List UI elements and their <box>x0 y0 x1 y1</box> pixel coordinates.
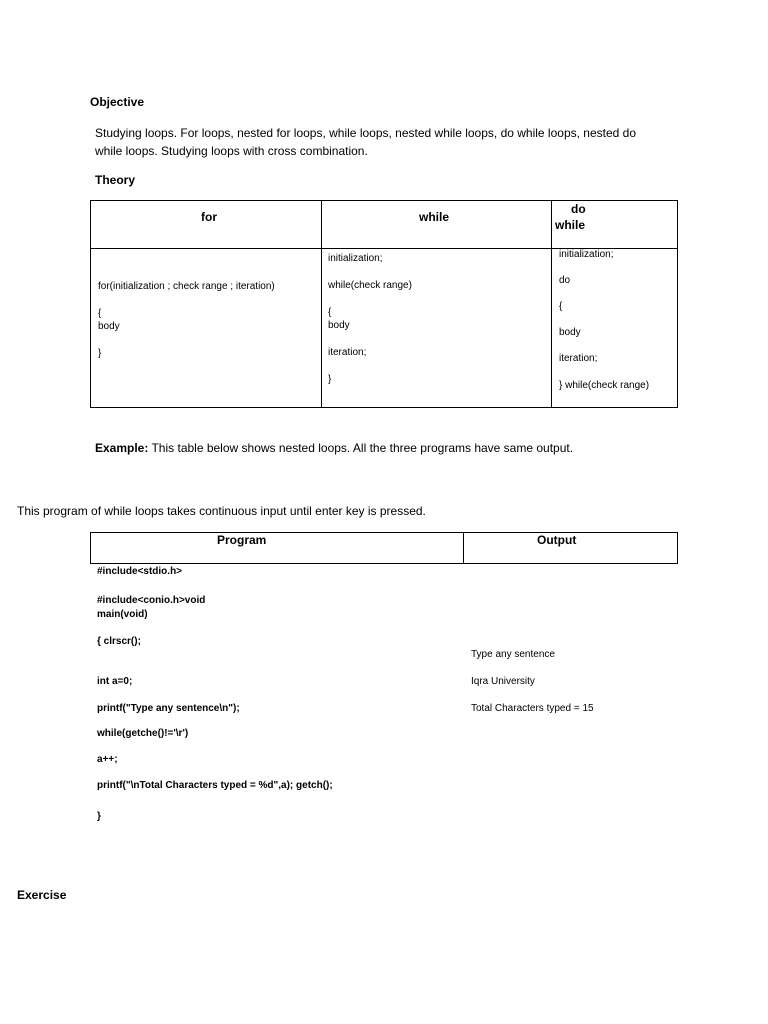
example-text: This table below shows nested loops. All the three programs have same output. <box>148 441 574 455</box>
code-line: int a=0; <box>97 676 133 687</box>
theory-table <box>90 200 678 408</box>
dowhile-line: initialization; <box>559 249 614 260</box>
while-line: } <box>328 374 332 385</box>
theory-header-while2: while <box>555 218 586 232</box>
example-paragraph <box>95 439 715 457</box>
dowhile-line: iteration; <box>559 353 598 364</box>
code-line: #include<conio.h>void <box>97 595 206 606</box>
theory-heading: Theory <box>95 173 136 187</box>
code-line: #include<stdio.h> <box>97 566 183 577</box>
theory-header-while: while <box>419 210 450 224</box>
output-line: Total Characters typed = 15 <box>471 703 594 714</box>
exercise-heading: Exercise <box>17 888 67 902</box>
while-line: { <box>328 307 332 318</box>
output-header: Output <box>537 533 577 547</box>
theory-header-do: do <box>571 202 586 216</box>
example-label: Example: <box>95 441 149 455</box>
code-line: } <box>97 811 101 822</box>
while-line: while(check range) <box>328 280 412 291</box>
objective-text-line1: Studying loops. For loops, nested for loops, while loops, nested while loops, do while loops, nested do <box>95 126 636 140</box>
while-line: initialization; <box>328 253 383 264</box>
for-line: for(initialization ; check range ; iteration) <box>98 281 275 292</box>
program-table-header <box>90 532 678 564</box>
while-line: body <box>328 320 350 331</box>
code-line: while(getche()!='\r') <box>97 728 189 739</box>
for-line: body <box>98 321 120 332</box>
code-line: printf("Type any sentence\n"); <box>97 703 240 714</box>
output-line: Iqra University <box>471 676 535 687</box>
program-intro: This program of while loops takes continuous input until enter key is pressed. <box>17 504 426 518</box>
code-line: main(void) <box>97 609 148 620</box>
objective-heading: Objective <box>90 95 145 109</box>
dowhile-line: do <box>559 275 571 286</box>
dowhile-line: { <box>559 301 563 312</box>
objective-text-line2: while loops. Studying loops with cross combination. <box>95 144 368 158</box>
for-line: } <box>98 348 102 359</box>
code-line: printf("\nTotal Characters typed = %d",a); getch(); <box>97 780 333 791</box>
code-line: a++; <box>97 754 118 765</box>
code-line: { clrscr(); <box>97 636 141 647</box>
output-line: Type any sentence <box>471 649 555 660</box>
dowhile-line: } while(check range) <box>559 380 650 391</box>
program-header: Program <box>217 533 267 547</box>
theory-header-for: for <box>201 210 217 224</box>
for-line: { <box>98 308 102 319</box>
dowhile-line: body <box>559 327 581 338</box>
while-line: iteration; <box>328 347 367 358</box>
